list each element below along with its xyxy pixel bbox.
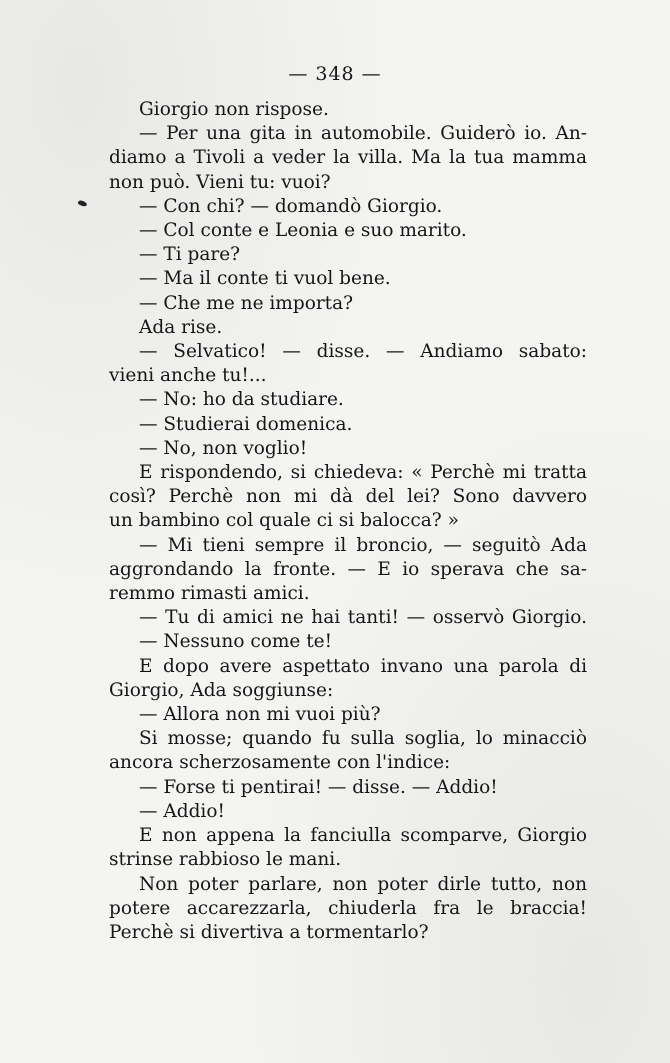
text-line: — Col conte e Leonia e suo marito. — [139, 220, 467, 242]
text-line: Non poter parlare, non poter dirle tutto, non — [139, 873, 587, 895]
text-line: potere accarezzarla, chiuderla fra le braccia! — [109, 897, 587, 919]
text-line: diamo a Tivoli a veder la villa. Ma la tua mamma — [109, 147, 587, 169]
text-line: Ada rise. — [139, 316, 223, 338]
text-line: — Mi tieni sempre il broncio, — seguitò Ada — [139, 534, 587, 556]
text-line: E rispondendo, si chiedeva: « Perchè mi tratta — [139, 462, 587, 484]
text-line: — Allora non mi vuoi più? — [139, 704, 381, 726]
text-line: un bambino col quale ci si balocca? » — [109, 510, 459, 532]
text-line: Giorgio, Ada soggiunse: — [109, 679, 334, 701]
text-line: E dopo avere aspettato invano una parola di — [139, 655, 587, 677]
text-line: remmo rimasti amici. — [109, 583, 310, 605]
text-line: — Studierai domenica. — [139, 413, 353, 435]
ink-speck — [77, 199, 87, 208]
page-number: — 348 — — [288, 63, 382, 85]
page-text-body — [109, 98, 587, 945]
text-line: — Selvatico! — disse. — Andiamo sabato: — [139, 341, 587, 363]
text-line: — No, non voglio! — [139, 437, 308, 459]
text-line: Perchè si divertiva a tormentarlo? — [109, 921, 429, 943]
text-line: ancora scherzosamente con l'indice: — [109, 752, 451, 774]
text-line: aggrondando la fronte. — E io sperava che sa- — [109, 558, 587, 580]
text-line: — Tu di amici ne hai tanti! — osservò Giorgio. — [139, 607, 587, 629]
text-line: così? Perchè non mi dà del lei? Sono davvero — [109, 486, 587, 508]
text-line: — Nessuno come te! — [139, 631, 333, 653]
text-line: — Addio! — [139, 800, 225, 822]
text-line: non può. Vieni tu: vuoi? — [109, 171, 331, 193]
text-line: vieni anche tu!... — [109, 365, 267, 387]
text-line: — Ti pare? — [139, 244, 241, 266]
text-line: — Che me ne importa? — [139, 292, 354, 314]
text-line: strinse rabbioso le mani. — [109, 849, 342, 871]
text-line: — Con chi? — domandò Giorgio. — [139, 195, 443, 217]
text-line: Giorgio non rispose. — [139, 99, 329, 120]
text-line: — No: ho da studiare. — [139, 389, 344, 411]
text-line: E non appena la fanciulla scomparve, Giorgio — [139, 825, 587, 847]
text-line: — Per una gita in automobile. Guiderò io. An- — [139, 123, 587, 145]
text-line: — Forse ti pentirai! — disse. — Addio! — [139, 776, 498, 798]
text-line: — Ma il conte ti vuol bene. — [139, 268, 391, 290]
text-line: Si mosse; quando fu sulla soglia, lo minacciò — [139, 728, 587, 750]
